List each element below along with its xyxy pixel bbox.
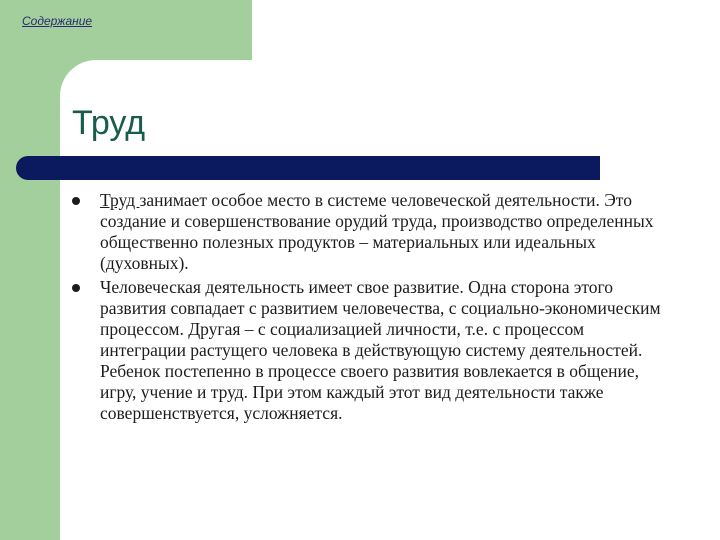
- contents-link[interactable]: Содержание: [22, 14, 93, 28]
- bullet-icon: [72, 284, 80, 292]
- list-item: [72, 190, 672, 274]
- bullet-list: [72, 190, 672, 427]
- bullet-text: Человеческая деятельность имеет свое развитие. Одна сторона этого развития совпадает с развитием человечества, с социально-экономическим процессом. Другая – с социализацией личности, т.е. с процессом интеграции растущего человека в действующую систему деятельностей. Ребенок постепенно в процессе своего развития вовлекается в общение, игру, учение и труд. При этом каждый этот вид деятельности также совершенствуется, усложняется.: [100, 277, 661, 423]
- list-item: [72, 277, 672, 424]
- slide-title: Труд: [72, 104, 146, 142]
- term-link[interactable]: Труд: [100, 190, 140, 210]
- title-underline-bar: [16, 156, 600, 180]
- bullet-text: занимает особое место в системе человеческой деятельности. Это создание и совершенствование орудий труда, производство определенных общественно полезных продуктов – материальных или идеальных (духовных).: [100, 190, 654, 273]
- bullet-icon: [72, 197, 80, 205]
